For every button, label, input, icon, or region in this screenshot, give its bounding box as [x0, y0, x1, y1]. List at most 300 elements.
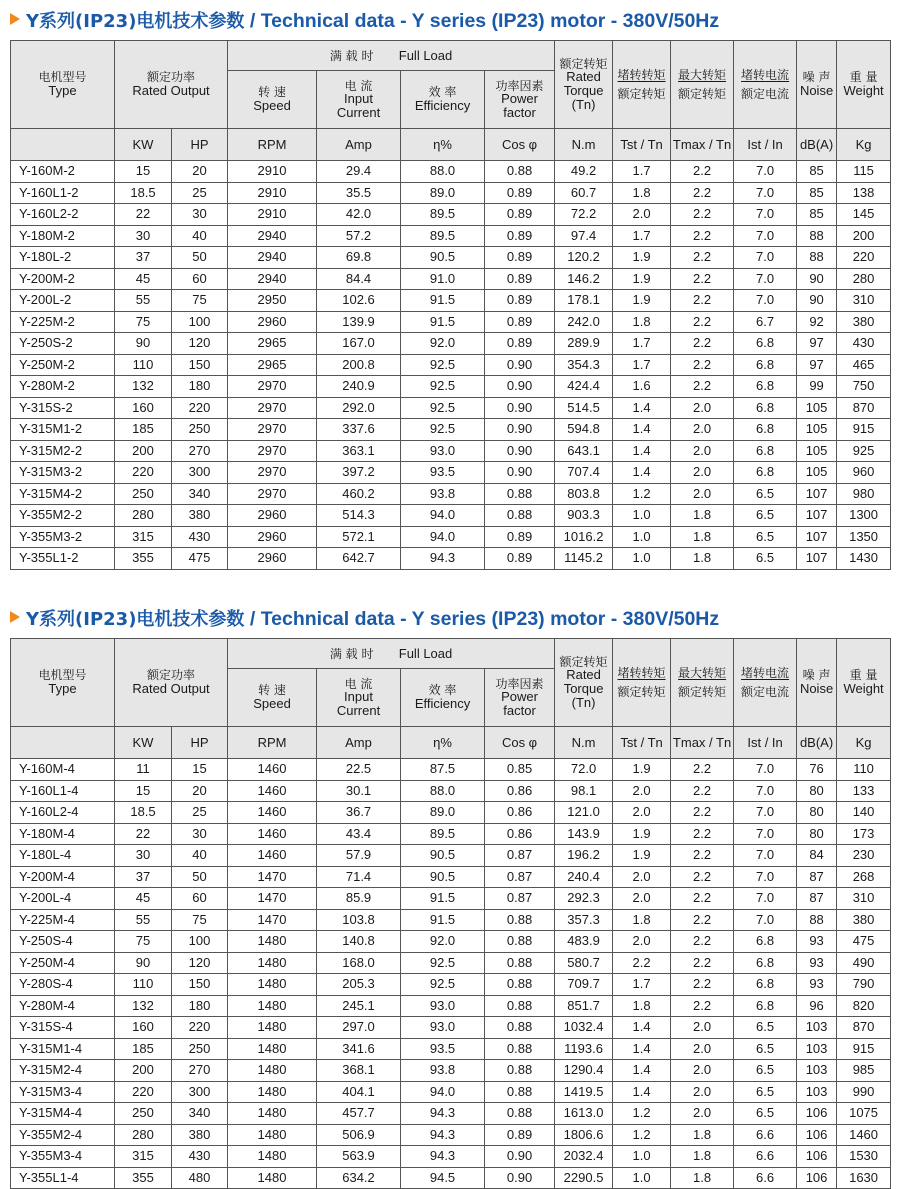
value-cell: 424.4 — [555, 376, 613, 398]
value-cell: 960 — [837, 462, 891, 484]
value-cell: 43.4 — [317, 823, 401, 845]
value-cell: 310 — [837, 290, 891, 312]
value-cell: 0.89 — [485, 268, 555, 290]
value-cell: 6.8 — [734, 440, 797, 462]
header-rated-output: 额定功率 Rated Output — [115, 41, 228, 129]
value-cell: 430 — [172, 1146, 228, 1168]
table-row — [11, 1167, 891, 1189]
value-cell: 92.5 — [401, 376, 485, 398]
value-cell: 292.3 — [555, 888, 613, 910]
header-units-blank — [11, 129, 115, 161]
value-cell: 0.88 — [485, 1081, 555, 1103]
table-row — [11, 1146, 891, 1168]
value-cell: 1530 — [837, 1146, 891, 1168]
value-cell: 2940 — [228, 268, 317, 290]
value-cell: 110 — [115, 974, 172, 996]
value-cell: 572.1 — [317, 526, 401, 548]
value-cell: 7.0 — [734, 225, 797, 247]
motor-type-cell: Y-180M-2 — [11, 225, 115, 247]
section-title — [10, 604, 895, 634]
value-cell: 220 — [172, 1017, 228, 1039]
table-row — [11, 759, 891, 781]
table-row — [11, 290, 891, 312]
motor-type-cell: Y-315S-2 — [11, 397, 115, 419]
motor-type-cell: Y-160M-4 — [11, 759, 115, 781]
header-unit: Amp — [317, 129, 401, 161]
value-cell: 2940 — [228, 247, 317, 269]
value-cell: 0.89 — [485, 526, 555, 548]
value-cell: 6.8 — [734, 397, 797, 419]
value-cell: 6.5 — [734, 505, 797, 527]
header-max-torque: 最大转矩 额定转矩 — [671, 41, 734, 129]
value-cell: 200 — [115, 440, 172, 462]
motor-type-cell: Y-315M4-4 — [11, 1103, 115, 1125]
value-cell: 2970 — [228, 483, 317, 505]
value-cell: 89.5 — [401, 823, 485, 845]
value-cell: 270 — [172, 1060, 228, 1082]
motor-type-cell: Y-315M4-2 — [11, 483, 115, 505]
value-cell: 0.89 — [485, 182, 555, 204]
value-cell: 475 — [837, 931, 891, 953]
value-cell: 200 — [837, 225, 891, 247]
value-cell: 94.3 — [401, 1124, 485, 1146]
value-cell: 2.0 — [613, 204, 671, 226]
value-cell: 105 — [797, 397, 837, 419]
value-cell: 820 — [837, 995, 891, 1017]
value-cell: 220 — [115, 462, 172, 484]
value-cell: 1806.6 — [555, 1124, 613, 1146]
value-cell: 143.9 — [555, 823, 613, 845]
value-cell: 250 — [115, 1103, 172, 1125]
value-cell: 1.8 — [613, 995, 671, 1017]
motor-type-cell: Y-180L-4 — [11, 845, 115, 867]
header-efficiency: 效 率 Efficiency — [401, 669, 485, 727]
value-cell: 2970 — [228, 376, 317, 398]
value-cell: 483.9 — [555, 931, 613, 953]
table-row — [11, 182, 891, 204]
value-cell: 72.2 — [555, 204, 613, 226]
value-cell: 40 — [172, 845, 228, 867]
title-cn: Y系列(IP23)电机技术参数 — [26, 11, 245, 32]
value-cell: 1613.0 — [555, 1103, 613, 1125]
value-cell: 380 — [172, 505, 228, 527]
value-cell: 1.0 — [613, 526, 671, 548]
value-cell: 1.0 — [613, 1146, 671, 1168]
value-cell: 2970 — [228, 419, 317, 441]
value-cell: 107 — [797, 505, 837, 527]
value-cell: 870 — [837, 1017, 891, 1039]
value-cell: 49.2 — [555, 161, 613, 183]
value-cell: 514.3 — [317, 505, 401, 527]
table-row — [11, 161, 891, 183]
motor-type-cell: Y-355M3-4 — [11, 1146, 115, 1168]
value-cell: 7.0 — [734, 909, 797, 931]
header-noise: 噪 声 Noise — [797, 639, 837, 727]
value-cell: 0.90 — [485, 419, 555, 441]
value-cell: 0.89 — [485, 247, 555, 269]
value-cell: 1032.4 — [555, 1017, 613, 1039]
value-cell: 404.1 — [317, 1081, 401, 1103]
value-cell: 475 — [172, 548, 228, 570]
value-cell: 1460 — [228, 802, 317, 824]
value-cell: 110 — [115, 354, 172, 376]
value-cell: 1.7 — [613, 974, 671, 996]
value-cell: 55 — [115, 290, 172, 312]
value-cell: 37 — [115, 866, 172, 888]
value-cell: 2.0 — [671, 1060, 734, 1082]
value-cell: 1480 — [228, 1060, 317, 1082]
value-cell: 168.0 — [317, 952, 401, 974]
value-cell: 6.8 — [734, 462, 797, 484]
table-row — [11, 1017, 891, 1039]
value-cell: 22.5 — [317, 759, 401, 781]
value-cell: 563.9 — [317, 1146, 401, 1168]
value-cell: 0.90 — [485, 440, 555, 462]
table-row — [11, 462, 891, 484]
value-cell: 0.88 — [485, 909, 555, 931]
value-cell: 0.89 — [485, 290, 555, 312]
value-cell: 80 — [797, 823, 837, 845]
value-cell: 75 — [115, 931, 172, 953]
value-cell: 2.2 — [671, 204, 734, 226]
value-cell: 460.2 — [317, 483, 401, 505]
value-cell: 50 — [172, 866, 228, 888]
table-row — [11, 931, 891, 953]
value-cell: 30 — [115, 845, 172, 867]
value-cell: 1430 — [837, 548, 891, 570]
motor-type-cell: Y-355L1-2 — [11, 548, 115, 570]
value-cell: 2960 — [228, 526, 317, 548]
table-row — [11, 1103, 891, 1125]
value-cell: 91.0 — [401, 268, 485, 290]
value-cell: 140 — [837, 802, 891, 824]
value-cell: 60 — [172, 268, 228, 290]
value-cell: 91.5 — [401, 888, 485, 910]
value-cell: 514.5 — [555, 397, 613, 419]
value-cell: 380 — [837, 909, 891, 931]
value-cell: 6.5 — [734, 483, 797, 505]
header-unit: Ist / In — [734, 129, 797, 161]
table-row — [11, 333, 891, 355]
value-cell: 45 — [115, 888, 172, 910]
header-unit: N.m — [555, 129, 613, 161]
value-cell: 138 — [837, 182, 891, 204]
value-cell: 2.2 — [671, 182, 734, 204]
value-cell: 280 — [837, 268, 891, 290]
value-cell: 990 — [837, 1081, 891, 1103]
value-cell: 97.4 — [555, 225, 613, 247]
value-cell: 1.0 — [613, 505, 671, 527]
header-type: 电机型号 Type — [11, 41, 115, 129]
value-cell: 94.0 — [401, 505, 485, 527]
table-row — [11, 225, 891, 247]
value-cell: 2.2 — [671, 780, 734, 802]
value-cell: 0.90 — [485, 376, 555, 398]
value-cell: 2.0 — [613, 780, 671, 802]
value-cell: 2.0 — [671, 1081, 734, 1103]
title-en: / Technical data - Y series (IP23) motor - 380V/50Hz — [249, 10, 720, 32]
table-row — [11, 845, 891, 867]
value-cell: 80 — [797, 780, 837, 802]
value-cell: 0.87 — [485, 845, 555, 867]
value-cell: 90 — [115, 952, 172, 974]
value-cell: 93 — [797, 931, 837, 953]
section-title — [10, 6, 895, 36]
value-cell: 105 — [797, 419, 837, 441]
value-cell: 93.0 — [401, 995, 485, 1017]
value-cell: 245.1 — [317, 995, 401, 1017]
table-row — [11, 268, 891, 290]
table-row — [11, 1124, 891, 1146]
value-cell: 90 — [797, 290, 837, 312]
value-cell: 98.1 — [555, 780, 613, 802]
value-cell: 2940 — [228, 225, 317, 247]
value-cell: 185 — [115, 419, 172, 441]
value-cell: 1.2 — [613, 1103, 671, 1125]
value-cell: 105 — [797, 462, 837, 484]
value-cell: 18.5 — [115, 802, 172, 824]
value-cell: 1.4 — [613, 1060, 671, 1082]
value-cell: 2.2 — [613, 952, 671, 974]
value-cell: 1.4 — [613, 462, 671, 484]
value-cell: 140.8 — [317, 931, 401, 953]
value-cell: 1480 — [228, 1103, 317, 1125]
header-unit: Amp — [317, 727, 401, 759]
motor-type-cell: Y-225M-2 — [11, 311, 115, 333]
value-cell: 60 — [172, 888, 228, 910]
value-cell: 88 — [797, 247, 837, 269]
value-cell: 145 — [837, 204, 891, 226]
value-cell: 1480 — [228, 974, 317, 996]
value-cell: 7.0 — [734, 204, 797, 226]
value-cell: 1.8 — [671, 526, 734, 548]
value-cell: 1480 — [228, 1146, 317, 1168]
value-cell: 100 — [172, 311, 228, 333]
value-cell: 100 — [172, 931, 228, 953]
value-cell: 94.3 — [401, 548, 485, 570]
value-cell: 315 — [115, 526, 172, 548]
header-unit: RPM — [228, 129, 317, 161]
value-cell: 0.88 — [485, 483, 555, 505]
value-cell: 0.88 — [485, 952, 555, 974]
value-cell: 707.4 — [555, 462, 613, 484]
value-cell: 160 — [115, 397, 172, 419]
value-cell: 0.87 — [485, 888, 555, 910]
value-cell: 2.0 — [613, 866, 671, 888]
value-cell: 1480 — [228, 1017, 317, 1039]
value-cell: 69.8 — [317, 247, 401, 269]
value-cell: 1.8 — [613, 311, 671, 333]
value-cell: 91.5 — [401, 290, 485, 312]
value-cell: 7.0 — [734, 182, 797, 204]
title-cn: Y系列(IP23)电机技术参数 — [26, 609, 245, 630]
value-cell: 1419.5 — [555, 1081, 613, 1103]
header-unit: KW — [115, 727, 172, 759]
value-cell: 7.0 — [734, 823, 797, 845]
motor-type-cell: Y-355L1-4 — [11, 1167, 115, 1189]
value-cell: 6.8 — [734, 376, 797, 398]
table-row — [11, 397, 891, 419]
value-cell: 6.5 — [734, 1081, 797, 1103]
value-cell: 92 — [797, 311, 837, 333]
value-cell: 180 — [172, 376, 228, 398]
value-cell: 185 — [115, 1038, 172, 1060]
value-cell: 6.6 — [734, 1167, 797, 1189]
motor-type-cell: Y-160L2-2 — [11, 204, 115, 226]
value-cell: 380 — [172, 1124, 228, 1146]
table-row — [11, 440, 891, 462]
value-cell: 0.90 — [485, 1167, 555, 1189]
value-cell: 0.89 — [485, 225, 555, 247]
value-cell: 7.0 — [734, 866, 797, 888]
value-cell: 37 — [115, 247, 172, 269]
value-cell: 7.0 — [734, 290, 797, 312]
value-cell: 40 — [172, 225, 228, 247]
value-cell: 87 — [797, 866, 837, 888]
value-cell: 340 — [172, 483, 228, 505]
value-cell: 915 — [837, 1038, 891, 1060]
value-cell: 85.9 — [317, 888, 401, 910]
value-cell: 0.87 — [485, 866, 555, 888]
motor-type-cell: Y-250M-2 — [11, 354, 115, 376]
value-cell: 2.2 — [671, 354, 734, 376]
value-cell: 0.89 — [485, 311, 555, 333]
header-unit: N.m — [555, 727, 613, 759]
value-cell: 1.9 — [613, 759, 671, 781]
value-cell: 91.5 — [401, 311, 485, 333]
value-cell: 1460 — [228, 845, 317, 867]
value-cell: 357.3 — [555, 909, 613, 931]
value-cell: 2.2 — [671, 759, 734, 781]
value-cell: 11 — [115, 759, 172, 781]
value-cell: 2.2 — [671, 995, 734, 1017]
value-cell: 90.5 — [401, 866, 485, 888]
motor-type-cell: Y-200L-4 — [11, 888, 115, 910]
value-cell: 6.8 — [734, 419, 797, 441]
motor-type-cell: Y-160L1-2 — [11, 182, 115, 204]
value-cell: 2.0 — [671, 440, 734, 462]
header-rated-torque: 额定转矩 Rated Torque (Tn) — [555, 41, 613, 129]
value-cell: 0.88 — [485, 505, 555, 527]
value-cell: 97 — [797, 333, 837, 355]
value-cell: 71.4 — [317, 866, 401, 888]
value-cell: 380 — [837, 311, 891, 333]
table-row — [11, 376, 891, 398]
value-cell: 0.88 — [485, 974, 555, 996]
value-cell: 167.0 — [317, 333, 401, 355]
value-cell: 0.89 — [485, 548, 555, 570]
value-cell: 354.3 — [555, 354, 613, 376]
header-unit: Tmax / Tn — [671, 727, 734, 759]
value-cell: 150 — [172, 354, 228, 376]
header-current: 电 流 Input Current — [317, 669, 401, 727]
title-en: / Technical data - Y series (IP23) motor - 380V/50Hz — [249, 608, 720, 630]
value-cell: 1480 — [228, 1081, 317, 1103]
value-cell: 2.2 — [671, 952, 734, 974]
value-cell: 121.0 — [555, 802, 613, 824]
value-cell: 92.0 — [401, 333, 485, 355]
value-cell: 2290.5 — [555, 1167, 613, 1189]
value-cell: 6.7 — [734, 311, 797, 333]
value-cell: 0.90 — [485, 462, 555, 484]
motor-type-cell: Y-250M-4 — [11, 952, 115, 974]
value-cell: 75 — [172, 909, 228, 931]
value-cell: 120 — [172, 952, 228, 974]
value-cell: 2970 — [228, 462, 317, 484]
value-cell: 2960 — [228, 548, 317, 570]
value-cell: 6.5 — [734, 1060, 797, 1082]
value-cell: 1145.2 — [555, 548, 613, 570]
header-type: 电机型号 Type — [11, 639, 115, 727]
value-cell: 980 — [837, 483, 891, 505]
value-cell: 1460 — [228, 823, 317, 845]
value-cell: 1480 — [228, 1167, 317, 1189]
value-cell: 2910 — [228, 204, 317, 226]
value-cell: 2.2 — [671, 290, 734, 312]
value-cell: 1.4 — [613, 397, 671, 419]
value-cell: 1.4 — [613, 1017, 671, 1039]
value-cell: 643.1 — [555, 440, 613, 462]
spec-table — [10, 40, 891, 570]
value-cell: 0.88 — [485, 1060, 555, 1082]
header-unit: KW — [115, 129, 172, 161]
value-cell: 363.1 — [317, 440, 401, 462]
header-full-load: 满 载 时 Full Load — [228, 41, 555, 71]
header-power-factor: 功率因素 Power factor — [485, 71, 555, 129]
triangle-bullet-icon — [10, 611, 20, 623]
value-cell: 2910 — [228, 161, 317, 183]
value-cell: 120 — [172, 333, 228, 355]
value-cell: 1.0 — [613, 1167, 671, 1189]
value-cell: 1.8 — [671, 1167, 734, 1189]
value-cell: 1460 — [837, 1124, 891, 1146]
value-cell: 1.9 — [613, 823, 671, 845]
value-cell: 270 — [172, 440, 228, 462]
value-cell: 915 — [837, 419, 891, 441]
value-cell: 242.0 — [555, 311, 613, 333]
value-cell: 84.4 — [317, 268, 401, 290]
value-cell: 6.5 — [734, 1038, 797, 1060]
value-cell: 96 — [797, 995, 837, 1017]
value-cell: 368.1 — [317, 1060, 401, 1082]
value-cell: 0.90 — [485, 397, 555, 419]
value-cell: 1.7 — [613, 161, 671, 183]
value-cell: 250 — [172, 1038, 228, 1060]
value-cell: 341.6 — [317, 1038, 401, 1060]
value-cell: 1470 — [228, 866, 317, 888]
value-cell: 1075 — [837, 1103, 891, 1125]
header-speed: 转 速 Speed — [228, 71, 317, 129]
value-cell: 103.8 — [317, 909, 401, 931]
value-cell: 93.8 — [401, 1060, 485, 1082]
value-cell: 107 — [797, 483, 837, 505]
header-rated-torque: 额定转矩 Rated Torque (Tn) — [555, 639, 613, 727]
value-cell: 1.4 — [613, 1081, 671, 1103]
value-cell: 180 — [172, 995, 228, 1017]
value-cell: 6.5 — [734, 548, 797, 570]
value-cell: 88.0 — [401, 161, 485, 183]
value-cell: 30 — [172, 204, 228, 226]
value-cell: 1.9 — [613, 247, 671, 269]
value-cell: 20 — [172, 780, 228, 802]
value-cell: 790 — [837, 974, 891, 996]
value-cell: 18.5 — [115, 182, 172, 204]
value-cell: 6.8 — [734, 931, 797, 953]
value-cell: 103 — [797, 1017, 837, 1039]
value-cell: 430 — [837, 333, 891, 355]
value-cell: 132 — [115, 376, 172, 398]
header-unit: dB(A) — [797, 727, 837, 759]
